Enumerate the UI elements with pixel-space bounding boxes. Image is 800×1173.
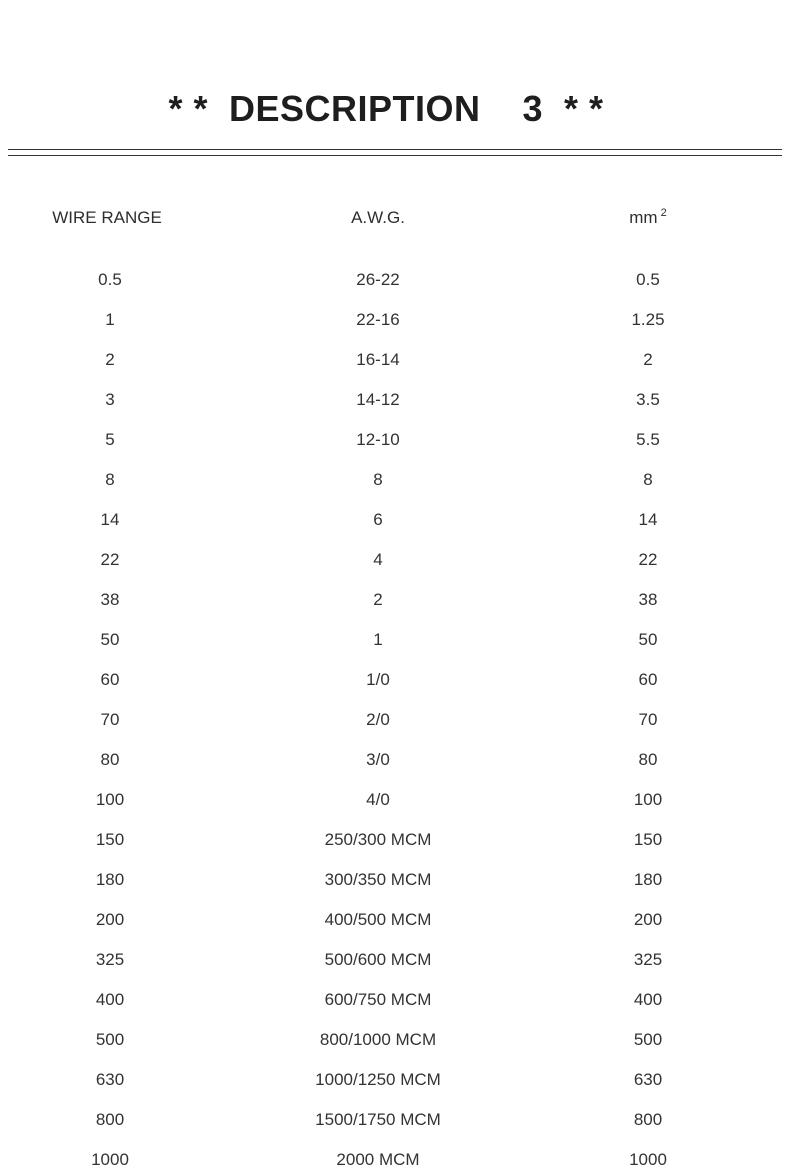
cell-wire-range: 50	[100, 630, 120, 649]
cell-awg: 1	[373, 630, 383, 649]
cell-awg: 4/0	[366, 790, 390, 809]
cell-awg: 600/750 MCM	[324, 990, 432, 1009]
cell-awg: 22-16	[356, 310, 400, 329]
cell-awg: 2000 MCM	[336, 1150, 420, 1169]
cell-wire-range: 1	[105, 310, 115, 329]
title-divider-bottom	[8, 155, 782, 156]
cell-wire-range: 0.5	[98, 270, 122, 289]
header-awg: A.W.G.	[351, 208, 405, 227]
cell-awg: 300/350 MCM	[324, 870, 432, 889]
cell-awg: 14-12	[356, 390, 400, 409]
cell-wire-range: 80	[100, 750, 120, 769]
cell-mm2: 22	[638, 550, 658, 569]
cell-mm2: 180	[633, 870, 663, 889]
cell-mm2: 38	[638, 590, 658, 609]
cell-wire-range: 200	[95, 910, 125, 929]
cell-wire-range: 630	[95, 1070, 125, 1089]
cell-awg: 400/500 MCM	[324, 910, 432, 929]
cell-wire-range: 70	[100, 710, 120, 729]
cell-wire-range: 325	[95, 950, 125, 969]
cell-wire-range: 8	[105, 470, 115, 489]
cell-wire-range: 1000	[91, 1150, 129, 1169]
title-divider-top	[8, 149, 782, 150]
header-mm-label: mm	[629, 208, 658, 227]
cell-awg: 6	[373, 510, 383, 529]
cell-mm2: 2	[643, 350, 653, 369]
cell-awg: 8	[373, 470, 383, 489]
cell-mm2: 3.5	[636, 390, 660, 409]
cell-mm2: 80	[638, 750, 658, 769]
cell-mm2: 70	[638, 710, 658, 729]
cell-awg: 26-22	[356, 270, 400, 289]
cell-mm2: 200	[633, 910, 663, 929]
cell-mm2: 8	[643, 470, 653, 489]
cell-awg: 500/600 MCM	[324, 950, 432, 969]
cell-wire-range: 180	[95, 870, 125, 889]
cell-wire-range: 500	[95, 1030, 125, 1049]
cell-wire-range: 5	[105, 430, 115, 449]
cell-awg: 4	[373, 550, 383, 569]
cell-wire-range: 100	[95, 790, 125, 809]
cell-mm2: 60	[638, 670, 658, 689]
cell-awg: 1/0	[366, 670, 390, 689]
cell-mm2: 325	[633, 950, 663, 969]
cell-mm2: 50	[638, 630, 658, 649]
cell-mm2: 1000	[629, 1150, 667, 1169]
cell-wire-range: 14	[100, 510, 120, 529]
cell-wire-range: 150	[95, 830, 125, 849]
cell-awg: 800/1000 MCM	[319, 1030, 437, 1049]
cell-mm2: 5.5	[636, 430, 660, 449]
header-mm2	[578, 208, 718, 228]
page-title: * * DESCRIPTION 3 * *	[168, 88, 604, 129]
cell-awg: 2	[373, 590, 383, 609]
cell-wire-range: 60	[100, 670, 120, 689]
cell-awg: 1500/1750 MCM	[315, 1110, 441, 1129]
cell-mm2: 800	[633, 1110, 663, 1129]
header-mm-superscript: 2	[660, 207, 667, 219]
cell-wire-range: 400	[95, 990, 125, 1009]
cell-mm2: 0.5	[636, 270, 660, 289]
cell-mm2: 500	[633, 1030, 663, 1049]
cell-awg: 250/300 MCM	[324, 830, 432, 849]
cell-wire-range: 800	[95, 1110, 125, 1129]
cell-mm2: 100	[633, 790, 663, 809]
cell-wire-range: 2	[105, 350, 115, 369]
cell-mm2: 150	[633, 830, 663, 849]
cell-mm2: 1.25	[631, 310, 665, 329]
cell-awg: 12-10	[356, 430, 400, 449]
cell-awg: 16-14	[356, 350, 400, 369]
cell-wire-range: 3	[105, 390, 115, 409]
header-wire-range: WIRE RANGE	[52, 208, 162, 227]
cell-mm2: 630	[633, 1070, 663, 1089]
cell-awg: 2/0	[366, 710, 390, 729]
cell-awg: 1000/1250 MCM	[315, 1070, 441, 1089]
cell-wire-range: 38	[100, 590, 120, 609]
cell-awg: 3/0	[366, 750, 390, 769]
cell-wire-range: 22	[100, 550, 120, 569]
cell-mm2: 400	[633, 990, 663, 1009]
cell-mm2: 14	[638, 510, 658, 529]
